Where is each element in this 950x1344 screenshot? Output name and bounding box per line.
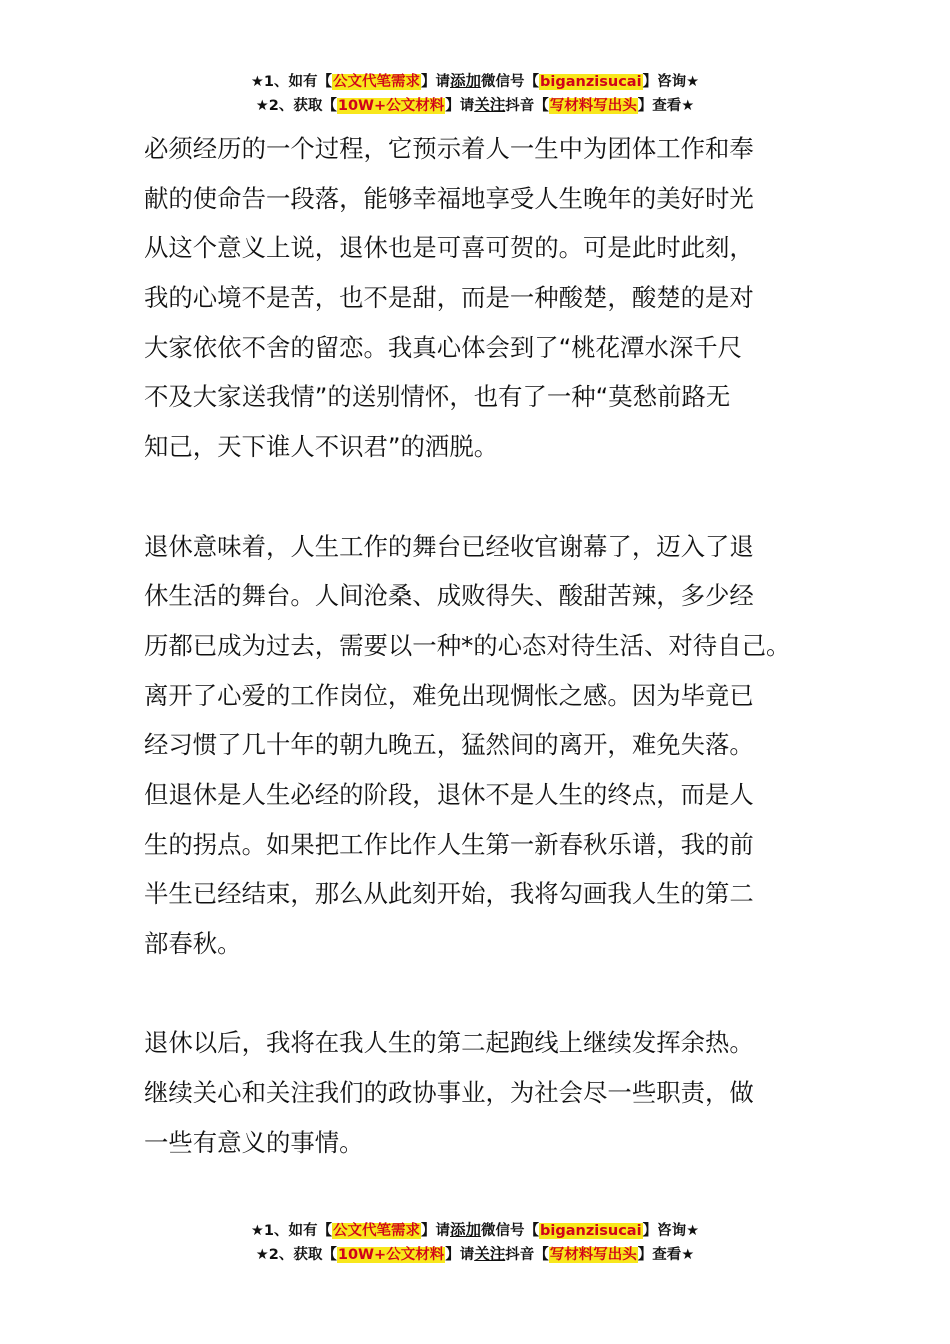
banner-text: 】请 <box>421 74 450 90</box>
text-line: 离开了心爱的工作岗位，难免出现惆怅之感。因为毕竟已 <box>144 680 754 710</box>
banner-text: 微信号【 <box>481 74 540 90</box>
text-line: 但退休是人生必经的阶段，退休不是人生的终点，而是人 <box>144 779 754 809</box>
text-line: 继续关心和关注我们的政协事业，为社会尽一些职责，做 <box>144 1078 754 1108</box>
header-banner <box>0 69 950 117</box>
text-line: 献的使命告一段落，能够幸福地享受人生晚年的美好时光 <box>144 183 754 213</box>
footer-banner <box>0 1218 950 1266</box>
text-line: 部春秋。 <box>144 929 242 958</box>
text-line: 半生已经结束，那么从此刻开始，我将勾画我人生的第二 <box>144 879 754 909</box>
banner-text: 】查看★ <box>637 1247 695 1263</box>
banner-text: 抖音【 <box>505 98 549 114</box>
text-line: 大家依依不舍的留恋。我真心体会到了“桃花潭水深千尺 <box>144 332 743 362</box>
underlined-word: 添加 <box>450 1221 482 1239</box>
text-line: 一些有意义的事情。 <box>144 1127 364 1157</box>
underlined-word: 添加 <box>450 72 482 90</box>
banner-line-2 <box>0 93 950 117</box>
text-line: 不及大家送我情”的送别情怀，也有了一种“莫愁前路无 <box>144 382 731 412</box>
banner-text: ★1、如有【 <box>250 74 332 90</box>
text-line: 我的心境不是苦，也不是甜，而是一种酸楚，酸楚的是对 <box>144 283 754 313</box>
text-line: 经习惯了几十年的朝九晚五，猛然间的离开，难免失落。 <box>144 730 754 760</box>
banner-text: 】查看★ <box>637 98 695 114</box>
banner-text: 】咨询★ <box>642 74 700 90</box>
paragraph-gap <box>144 969 824 1019</box>
paragraph <box>144 124 824 472</box>
banner-text: 抖音【 <box>505 1247 549 1263</box>
highlight-service: 公文代笔需求 <box>333 74 420 90</box>
banner-text: 】咨询★ <box>642 1223 700 1239</box>
text-line: 知己，天下谁人不识君”的洒脱。 <box>144 432 499 462</box>
text-line: 休生活的舞台。人间沧桑、成败得失、酸甜苦辣，多少经 <box>144 581 754 611</box>
highlight-materials: 10W+公文材料 <box>337 98 445 114</box>
text-line: 退休意味着，人生工作的舞台已经收官谢幕了，迈入了退 <box>144 531 754 561</box>
banner-line-1 <box>0 1218 950 1242</box>
banner-text: 】请 <box>421 1223 450 1239</box>
text-line: 历都已成为过去，需要以一种*的心态对待生活、对待自己。 <box>144 630 791 660</box>
document-body <box>144 124 824 1167</box>
banner-text: 】请 <box>445 98 475 114</box>
banner-text: ★1、如有【 <box>250 1223 332 1239</box>
banner-text: 】请 <box>445 1247 475 1263</box>
highlight-douyin-account: 写材料写出头 <box>549 98 637 114</box>
highlight-service: 公文代笔需求 <box>333 1223 420 1239</box>
banner-text: ★2、获取【 <box>255 1247 337 1263</box>
highlight-douyin-account: 写材料写出头 <box>549 1247 637 1263</box>
highlight-wechat-id: biganzisucai <box>540 74 642 90</box>
paragraph <box>144 522 824 969</box>
highlight-wechat-id: biganzisucai <box>540 1223 642 1239</box>
text-line: 从这个意义上说，退休也是可喜可贺的。可是此时此刻， <box>144 233 754 263</box>
highlight-materials: 10W+公文材料 <box>337 1247 445 1263</box>
banner-line-1 <box>0 69 950 93</box>
underlined-word: 关注 <box>474 1245 506 1263</box>
text-line: 退休以后，我将在我人生的第二起跑线上继续发挥余热。 <box>144 1028 754 1058</box>
paragraph-gap <box>144 472 824 522</box>
paragraph <box>144 1018 824 1167</box>
banner-text: 微信号【 <box>481 1223 540 1239</box>
text-line: 必须经历的一个过程，它预示着人一生中为团体工作和奉 <box>144 134 754 163</box>
banner-line-2 <box>0 1242 950 1266</box>
text-line: 生的拐点。如果把工作比作人生第一新春秋乐谱，我的前 <box>144 829 754 859</box>
banner-text: ★2、获取【 <box>255 98 337 114</box>
underlined-word: 关注 <box>474 96 506 114</box>
